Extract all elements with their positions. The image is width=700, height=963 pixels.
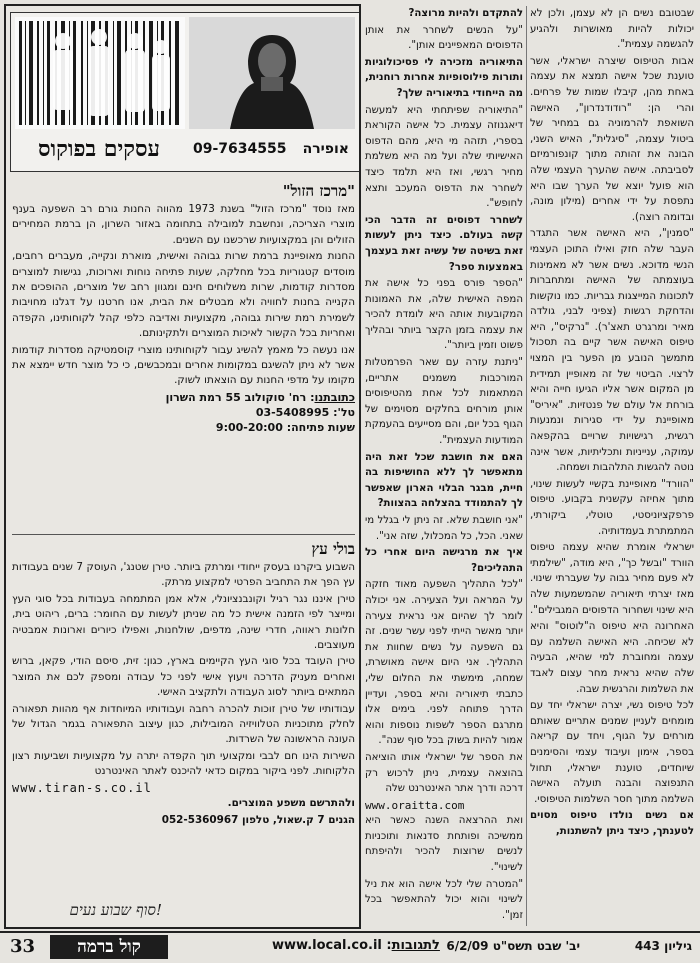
issue-date: יב' שבט תשס"ט 6/2/09	[446, 939, 580, 953]
article-paragraph: "אני חושבת שלא. זה ניתן לי בגלל מי שאני. הכל, כל המכלול, שזה אני".	[365, 515, 523, 542]
business-paragraph: מאז נוסד "מרכז הזול" בשנת 1973 מהווה החנות גורם רב השפעה בענף מוצרי הצריכה, ונחשבת למובילה בתחומה באזור השרון, הן ברמת המחירים הזולים והן במקצועיות שרכשנו עם השנים.	[12, 203, 355, 246]
business-paragraph: השירות הינו חם לבבי ומקצועי תוך הקפדה יתרה על מקצועיות ושביעות רצון הלקוחות. לפני ביקור במקום כדאי להיכנס לאתר האינטרנט	[12, 749, 355, 778]
business-paragraph: טירן העובד בכל סוגי העץ הקיימים בארץ, כגון: זית, סיסם הודי, פקאן, ברוש ואחרים מעניק הדרכה ויעוץ אישי לפני כל עבודה ומספק לכם את המוצר המתאים ביותר לסוג העבודה ולתקציב האישי.	[12, 655, 355, 699]
article-paragraph: "התיאוריה שפיתחתי היא למעשה דיאגנוזה עצמית. כל אישה הקוראת בספרי, תזהה מי היא, מהם הדפוס האישיותי שלה ועל מה היא משלמת מחיר רגשי, ואז היא תלמד כיצד לשחרר את הדפוס המעכב ותצא לחופש".	[365, 104, 523, 210]
handwritten-signature-image	[16, 896, 166, 922]
article-paragraph: "ניתנת עזרה עם שאר הפרמטלות המורכבות משמנים אתריים, המתאמות לכל אחת מהטיפוסים אותן מורחים בחלקים מסוימים של הגוף בכל יום, והם מסייעים בהעמקת המודעות העצמית".	[365, 357, 523, 447]
article-question: להתקדם ולהיות מרוצה?	[408, 8, 523, 19]
article-column-middle	[365, 6, 523, 924]
phone-label: טל'	[337, 405, 355, 419]
address-line	[12, 390, 355, 405]
article-question: איך את מרגישה היום אחרי כל התהליכים?	[365, 547, 523, 574]
business-focus-column	[4, 4, 361, 929]
phone-line	[12, 405, 355, 420]
article-paragraph: "סמנין", היא האישה אשר התגדר העבר שלה חזק ואילו התוכן העצמי הנשי מדוכא. נשים אשר לא מאמינות בעוצמתה של האישה ומתחברות לתכונות המייצגות גבריות. כמו נוקשות והדחקת רגשות (צפיני לבני, גולדה מאיר ומרגרט תאצ'ר). "נרקיס", היא טיפוס האישה אשר קיים בה תסכול מתמשך הנובע מן הפער בין המצוי לרצוי. הביטוי של זה מאופיין תמידית מן המקום אשר אליו הגיעו חייה והיא בורחת אל עולם של פנטזיות. "איריס" מאופיינת על ידי סגירות ונמנעות רגשית, רגישויות שרויים בהקפאה עמוקה, ענייניות ותכליתיות, אשר אינה נוטה להגשות התלהבות ושמחה.	[530, 228, 694, 474]
article-paragraph: "המטרה שלי לכל אישה הוא את ניל לשינוי והוא יכול להתאפשר בכל זמן".	[365, 878, 523, 921]
article-paragraph: "לכל התהליך השפעה מאוד חזקה על המראה ועל הצעירה. אני יכולה לומר לך שהיום אני נראית צעירה יותר מאשר הייתי לפני עשר שנים. זה גם השפעה על נשים שחוות את התהליך. אני היום אישה מאושרת, שמחה, מימשתי את החלום שלי, כתבתי תיאוריה והיא בספר, ועדיין הדרך פתוחה לפני. בימים אלו מתרגם הספר לשפות נוספות והוא אמור להיות בשוק בכל סוף שנה".	[365, 579, 523, 747]
business-website-link[interactable]: www.tiran-s.co.il	[12, 780, 152, 795]
business-title: בולי עץ	[311, 540, 355, 558]
article-paragraph: את הספר של ישראלי אותו הוציאה בהוצאה עצמית, ניתן לרכוש רק דרכה ודרך אתר האינטרנט שלה	[365, 751, 523, 795]
responses-label: לתגובות	[391, 938, 440, 953]
business-paragraph: עבודותיו של טירן זוכות להכרה רחבה ועבודותיו המיוחדות אף מהוות תפאורה לחלק מתוכניות הטלוויזיה המובילות, כגון עיצוב התפאורה בגמר הגדול של העונה הראשונה של השרדות.	[12, 702, 355, 746]
article-paragraph: "הספר פורס בפני כל אישה את המפה האישית שלה, את האמונות המקובעות אותה היא לומדת להכיר את עצמה בזמן הקצר ביותר ובהליך פשוט וזמין ביותר".	[365, 278, 523, 352]
article-paragraph: "הוורד" מאופיינת בקשיי לעשות שינוי, מתוך אחיזה עקשנית בקבוע. טיפוס פרפקציוניסטי, טוטלי, ביקורתי, המתמתרת בעמדותיה.	[530, 478, 694, 537]
article-paragraph: ואת ההרצאה השנה כאשר היא ממשיכה ופותחת סדנאות ותוכניות לנשים שרוצות להכיר ולהיפתח לשינוי".	[365, 815, 523, 874]
contact-name: אופירה	[302, 141, 349, 157]
business-address: הגנים 7 ק.שאול, טלפון 052-5360967	[161, 813, 355, 826]
address-value: : רח' סוקולוב 55 רמת השרון	[165, 390, 315, 404]
article-paragraph: האחרונה היא טיפוס ה"לוטוס" והיא לא שכיחה. היא האישה השלמה עם עצמה ומחוברת למי שהיא, הבעיה שלה שהיא נראית מחר עצום לאבד את השלמות והרגשית שבה.	[530, 621, 694, 695]
business-article-bulei-etz	[12, 540, 355, 829]
publication-brand: קול ברמה	[50, 935, 168, 959]
responses-line: לתגובות: www.local.co.il	[272, 938, 440, 953]
hours-line	[12, 420, 355, 435]
article-paragraph: "על הנשים לשחרר את אותן הדפוסים המאפיינים אותן".	[365, 24, 523, 52]
barcode-silhouettes-image	[15, 17, 185, 129]
business-paragraph: טירן איננו נגר רגיל וקונבנציונלי, אלא אמן המתמחה בעבודות בכל סוגי העץ ומייצר לפי הזמנה אישית כל מה שניתן לעשות עם החומר: ברים, ריהוט בית, חלונות ראווה, חדרי שינה, מדפים, שולחנות, ואפילו כיורים וארונות אמבטיה מעוצבים.	[12, 592, 355, 652]
business-paragraph: אנו נעשה כל מאמץ להשיג עבור לקוחותינו מוצרי קוסמטיקה מסדרות קודמות אשר לא ניתן להשיגם במקומות אחרים ובמכבשים, כי כל מוצר חדש יימצא את מקומו על מדפי החנות עם הוצאתו לשוק.	[12, 343, 355, 387]
page-footer	[0, 931, 700, 963]
business-note: ולהתרשם משפע המוצרים.	[227, 797, 355, 810]
contact-box	[189, 135, 353, 163]
divider	[12, 534, 355, 535]
business-article-merkaz-hazol	[12, 182, 355, 435]
article-question: האם את חושבת שכל זאת היה מתאפשר לך ללא החושיפות בה חיית, מבגר הבלוי הארון שאפשר לך להתמודד בהצלחה בהצוות?	[365, 451, 523, 510]
responses-url[interactable]: www.local.co.il	[272, 938, 382, 953]
business-paragraph: השבוע ביקרנו בעסק ייחודי ומרתק ביותר. טירן שטנג', העוסק 7 שנים בעבודות עץ הפך את התחביב הפרטי למקצוע מרתק.	[12, 561, 355, 589]
article-question: התיאוריה מזכירה לי פסיכולוגיות ותורות פילוסופיות אחרות רוחנית, מה הייחודי בתיאוריה שלך?	[365, 56, 523, 99]
contact-phone: 09-7634555	[193, 141, 287, 157]
article-paragraph: אבות הטיפוס שיצרה ישראלי, אשר טוענת שכל אישה תמצא את עצמה באחת מהן, קיבלו שמות של פרחים. והרי הן: "רודודנדרון", האישה השואפת להרמוניה גם במחיר של ביטול עצמה, "סיגלית", האיש השני, הבונה את זהותה מתוך קונפורמיזם לסביבתה. אישה שהערך העצמי שלה הוא פועל יוצא של הערך שבו היא נתפסת על ידי אחרים (מילון מונה, ובדומה רוצה).	[530, 55, 694, 223]
address-label: כתובתנו	[314, 390, 355, 404]
article-column-right	[530, 6, 694, 840]
section-header	[10, 12, 360, 172]
signature-text: סוף שבוע נעים!	[69, 901, 162, 919]
article-question: לשחרר דפוסים זה הדבר הכי קשה בעולם. כיצד ניתן לעשות זאת בשיטה של עשיה זאת בעצמך באמצעות ספר?	[365, 214, 523, 273]
article-question: אם נשים נולדו טיפוס מסוים לטענתך, כיצד ניתן להשתנות,	[530, 810, 694, 837]
issue-number: גיליון 443	[634, 939, 692, 953]
article-website-link[interactable]: www.oraitta.com	[365, 798, 465, 812]
phone-value: : 03-5408995	[255, 405, 338, 419]
column-rule	[526, 6, 527, 926]
business-paragraph: החנות מאופיינת ברמת שרות גבוהה ואישית, מוארת ונקייה, מעברים רחבים, מוסדים קטגוריות בכל מחלקה, שעות פתיחה נוחות וארוכות, נגישות למוצרים מסדרות קודמות, שרות משלוחים חינם ומגוון רחב של מוצרים, ההופכים את הקנייה בחנות לחוויה ולא מבטלים את הבית, אנו חרטנו על דגלנו מחויבות לשמירת רמת שירות גבוהה, מקצועיות ואדיבה כלפי קהל לקוחותינו, הקפדה ואחריות בכל הקשור לאיכות המוצרים ולתקינותם.	[12, 250, 355, 340]
article-paragraph: שבטובם נשים הן לא עצמן, ולכן לא יכולות להיות מאושרות ולהגיע להגשמה עצמית".	[530, 8, 694, 51]
section-title: עסקים בפוקוס	[37, 136, 160, 162]
article-paragraph: לכל טיפוס נשי, יצרה ישראלי יחד עם מומחים לעניין שמנים אתריים שאותם מורחים על הגוף, ויחד עם קריאה בספר, אימון ועיבוד עצמי והסימנים שיוחדים, טוענת ישראלי, תחול התנפוצה והבנה תועלה האישה השלמה מתוך חסר השלמות הטיפוסי.	[530, 700, 694, 805]
contact-portrait-photo	[189, 17, 355, 129]
page-number: 33	[10, 936, 36, 957]
business-title: "מרכז הזול"	[282, 182, 355, 200]
hours-label: שעות פתיחה	[291, 420, 355, 434]
hours-value: : 9:00-20:00	[215, 420, 292, 434]
article-paragraph: ישראלי אומרת שהיא עצמה טיפוס הוורד "ובשל כך", היא מודה, "שילמתי לא פעם מחיר גבוה על שעברתי שינוי. מאז יצרתי תיאוריה שהמשמעות שלה היא שינוי ושחרור הדפוסים המגבילים".	[530, 542, 694, 616]
